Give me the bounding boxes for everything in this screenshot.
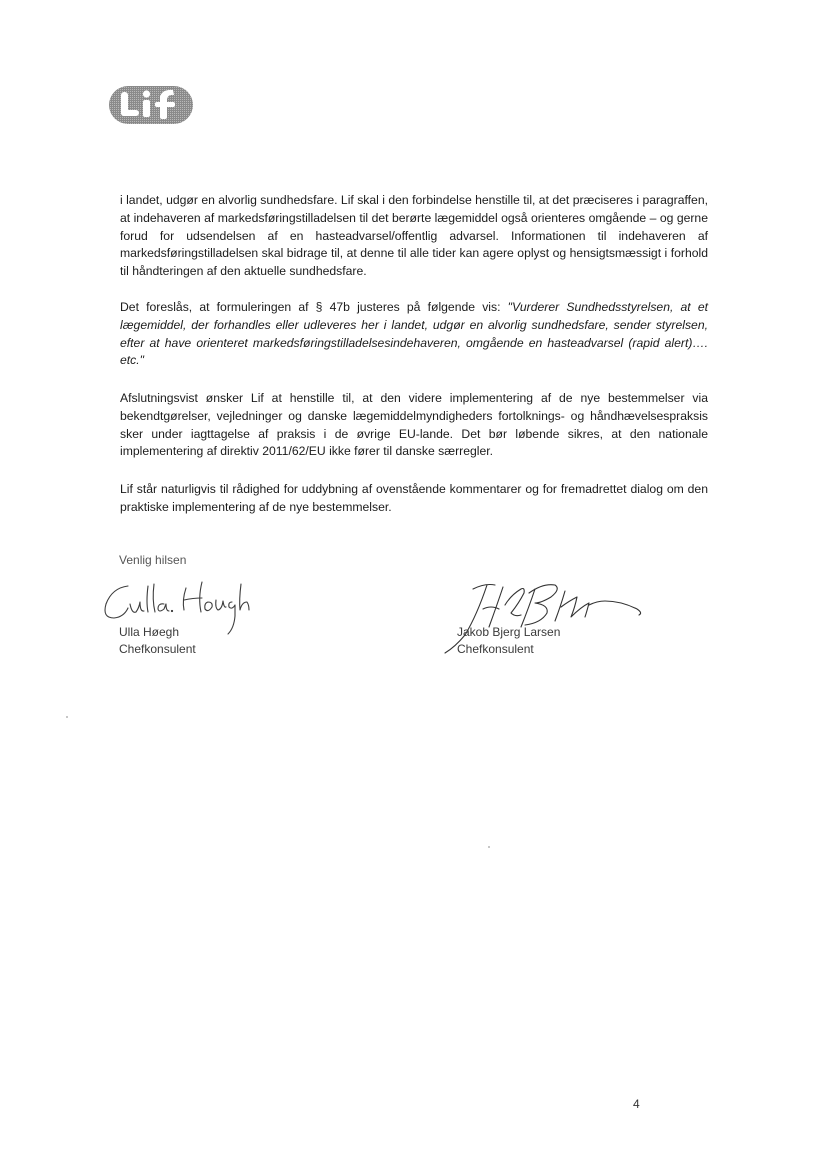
- lif-logo: [108, 83, 194, 127]
- proposal-intro: Det foreslås, at formuleringen af § 47b justeres på følgende vis:: [120, 300, 508, 314]
- proposal-quote: "Vurderer Sundhedsstyrelsen, at et lægemiddel, der forhandles eller udleveres her i landet, udgør en alvorlig sundhedsfare, sender styrelsen, efter at have orienteret markedsføringstilladelsesindehaveren, omgående en hasteadvarsel (rapid alert)…. etc.": [120, 300, 709, 368]
- paragraph-text: i landet, udgør en alvorlig sundhedsfare. Lif skal i den forbindelse henstille til, at det præciseres i paragraffen, at indehaveren af markedsføringstilladelsen til det berørte lægemiddel også orienteres omgående – og gerne forud for udsendelsen af en hasteadvarsel/offentlig advarsel. Informationen til indehaveren af markedsføringstilladelsen skal bidrage til, at denne til alle tider kan agere oplyst og hensigtsmæssigt i forhold til håndteringen af den aktuelle sundhedsfare.: [120, 193, 708, 279]
- paragraph-text: Lif står naturligvis til rådighed for uddybning af ovenstående kommentarer og for fremadrettet dialog om den praktiske implementering af de nye bestemmelser.: [120, 482, 708, 514]
- signatory-ulla-hoegh: [119, 624, 196, 658]
- signatory-title: Chefkonsulent: [457, 642, 534, 656]
- signatory-name: Jakob Bjerg Larsen: [457, 625, 561, 639]
- page-number: 4: [633, 1097, 640, 1111]
- scan-speck: [488, 846, 490, 848]
- paragraph-proposal: [120, 299, 708, 370]
- paragraph-health-hazard: [120, 192, 708, 281]
- paragraph-implementation: [120, 390, 708, 461]
- scan-speck: [66, 716, 68, 718]
- signatory-title: Chefkonsulent: [119, 642, 196, 656]
- signatory-jakob-bjerg-larsen: [457, 624, 560, 658]
- signatory-name: Ulla Høegh: [119, 625, 180, 639]
- paragraph-proposal-text: [120, 299, 708, 370]
- lif-logo-icon: [108, 83, 194, 127]
- closing-greeting: Venlig hilsen: [119, 553, 187, 567]
- paragraph-text: Afslutningsvist ønsker Lif at henstille til, at den videre implementering af de nye bestemmelser via bekendtgørelser, vejledninger og danske lægemiddelmyndigheders fortolknings- og håndhævelsespraksis sker under iagttagelse af praksis i de øvrige EU-lande. Det bør løbende sikres, at den nationale implementering af direktiv 2011/62/EU ikke fører til danske særregler.: [120, 391, 708, 459]
- paragraph-availability: [120, 481, 708, 517]
